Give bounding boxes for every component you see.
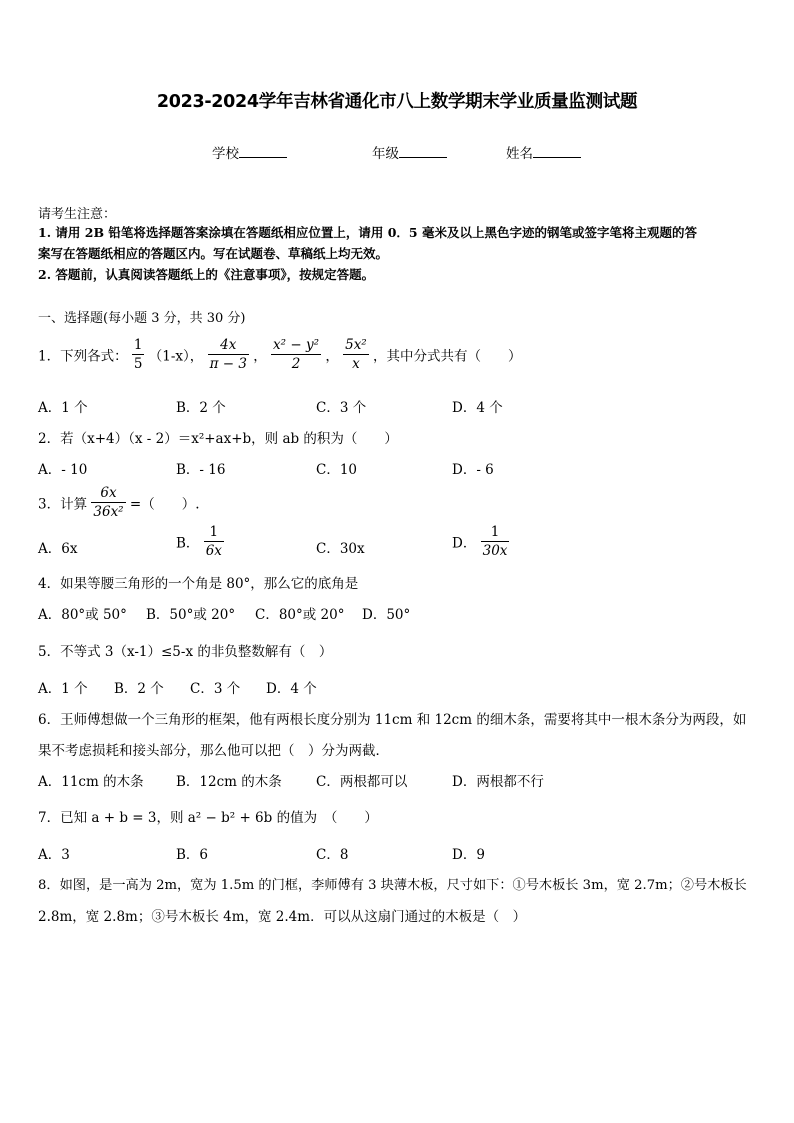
question-6-line-2: 果不考虑损耗和接头部分，那么他可以把（ ）分为两截． (38, 743, 389, 759)
q1-text-a: （1-x）， (148, 348, 204, 365)
page-title: 2023-2024学年吉林省通化市八上数学期末学业质量监测试题 (156, 92, 638, 112)
q1-fraction-2: $\frac{4x}{\pi - 3}$ (209, 337, 247, 372)
q5-option-c: C．3 个 (190, 681, 241, 697)
q7-option-c: C．8 (316, 847, 349, 863)
q3-option-a: A．6x (38, 541, 78, 557)
question-4: 4．如果等腰三角形的一个角是 80°，那么它的底角是 (38, 576, 359, 592)
q7-option-a: A．3 (38, 847, 70, 863)
q1-suffix: ，其中分式共有（ ） (373, 348, 522, 365)
q1-sep-3: ， (325, 348, 339, 365)
q3-suffix: =（ ）. (129, 496, 200, 513)
q6-option-d: D．两根都不行 (452, 774, 544, 790)
q5-option-b: B．2 个 (114, 681, 164, 697)
q4-option-c: C．80°或 20° (255, 607, 345, 623)
q7-option-d: D．9 (452, 847, 485, 863)
section-heading: 一、选择题(每小题 3 分，共 30 分) (38, 311, 246, 326)
name-blank (533, 143, 581, 158)
q3-option-b: B． $\frac{1}{6x}$ (176, 524, 222, 559)
q7-option-b: B．6 (176, 847, 209, 863)
question-2: 2．若（x+4）（x - 2）＝x²+ax+b，则 ab 的积为（ ） (38, 431, 398, 447)
question-7: 7．已知 a + b = 3，则 a² − b² + 6b 的值为 （ ） (38, 810, 378, 826)
school-label: 学校 (212, 146, 239, 162)
q2-option-b: B．- 16 (176, 462, 226, 478)
question-8-line-2: 2.8m，宽 2.8m；③号木板长 4m，宽 2.4m．可以从这扇门通过的木板是（ ） (38, 909, 527, 925)
q1-option-b: B．2 个 (176, 400, 226, 416)
q1-option-d: D．4 个 (452, 400, 503, 416)
name-label: 姓名 (506, 146, 533, 162)
grade-field (372, 142, 447, 162)
q3-fraction: $\frac{6x}{\text{36x²}}$ (93, 485, 124, 520)
q4-option-d: D．50° (362, 607, 411, 623)
q1-prefix: 1．下列各式： (38, 348, 128, 365)
q2-option-a: A．- 10 (38, 462, 88, 478)
q1-sep-2: ， (253, 348, 267, 365)
q1-option-c: C．3 个 (316, 400, 367, 416)
q5-option-a: A．1 个 (38, 681, 88, 697)
q1-option-a: A．1 个 (38, 400, 88, 416)
q6-option-a: A．11cm 的木条 (38, 774, 144, 790)
q4-option-b: B．50°或 20° (146, 607, 236, 623)
notice-item-2: 2. 答题前，认真阅读答题纸上的《注意事项》，按规定答题。 (38, 267, 375, 282)
q2-option-c: C．10 (316, 462, 358, 478)
q1-fraction-3: $\frac{\text{x² − y²}}{2}$ (273, 337, 320, 372)
q2-option-d: D．- 6 (452, 462, 494, 478)
q3-option-d: D． $\frac{1}{30x}$ (452, 524, 508, 559)
q1-fraction-1: $\frac{1}{5}$ (133, 337, 143, 372)
q6-option-b: B．12cm 的木条 (176, 774, 282, 790)
q1-fraction-4: $\frac{\text{5x²}}{x}$ (345, 337, 367, 372)
q3-prefix: 3．计算 (38, 496, 88, 513)
notice-item-1b: 案写在答题纸相应的答题区内。写在试题卷、草稿纸上均无效。 (38, 246, 389, 261)
q6-option-c: C．两根都可以 (316, 774, 408, 790)
q5-option-d: D．4 个 (266, 681, 317, 697)
name-field (506, 142, 581, 162)
grade-blank (399, 143, 447, 158)
school-field (212, 142, 287, 162)
question-3 (38, 484, 200, 521)
q3-option-c: C．30x (316, 541, 365, 557)
grade-label: 年级 (372, 146, 399, 162)
notice-heading: 请考生注意： (38, 207, 117, 222)
question-8-line-1: 8．如图，是一高为 2m，宽为 1.5m 的门框，李师傅有 3 块薄木板，尺寸如下：①号木板长 3m，宽 2.7m；②号木板长 (38, 878, 747, 893)
school-blank (239, 143, 287, 158)
question-5: 5．不等式 3（x-1）≤5-x 的非负整数解有（ ） (38, 644, 333, 660)
notice-item-1a: 1. 请用 2B 铅笔将选择题答案涂填在答题纸相应位置上，请用 0．5 毫米及以上黑色字迹的钢笔或签字笔将主观题的答 (38, 225, 697, 240)
q3-option-d-fraction: $\frac{1}{30x}$ (482, 524, 508, 559)
q4-option-a: A．80°或 50° (38, 607, 127, 623)
question-6-line-1: 6．王师傅想做一个三角形的框架，他有两根长度分别为 11cm 和 12cm 的细木条，需要将其中一根木条分为两段，如 (38, 712, 747, 728)
question-1 (38, 336, 522, 373)
q3-option-b-fraction: $\frac{1}{6x}$ (205, 524, 222, 559)
